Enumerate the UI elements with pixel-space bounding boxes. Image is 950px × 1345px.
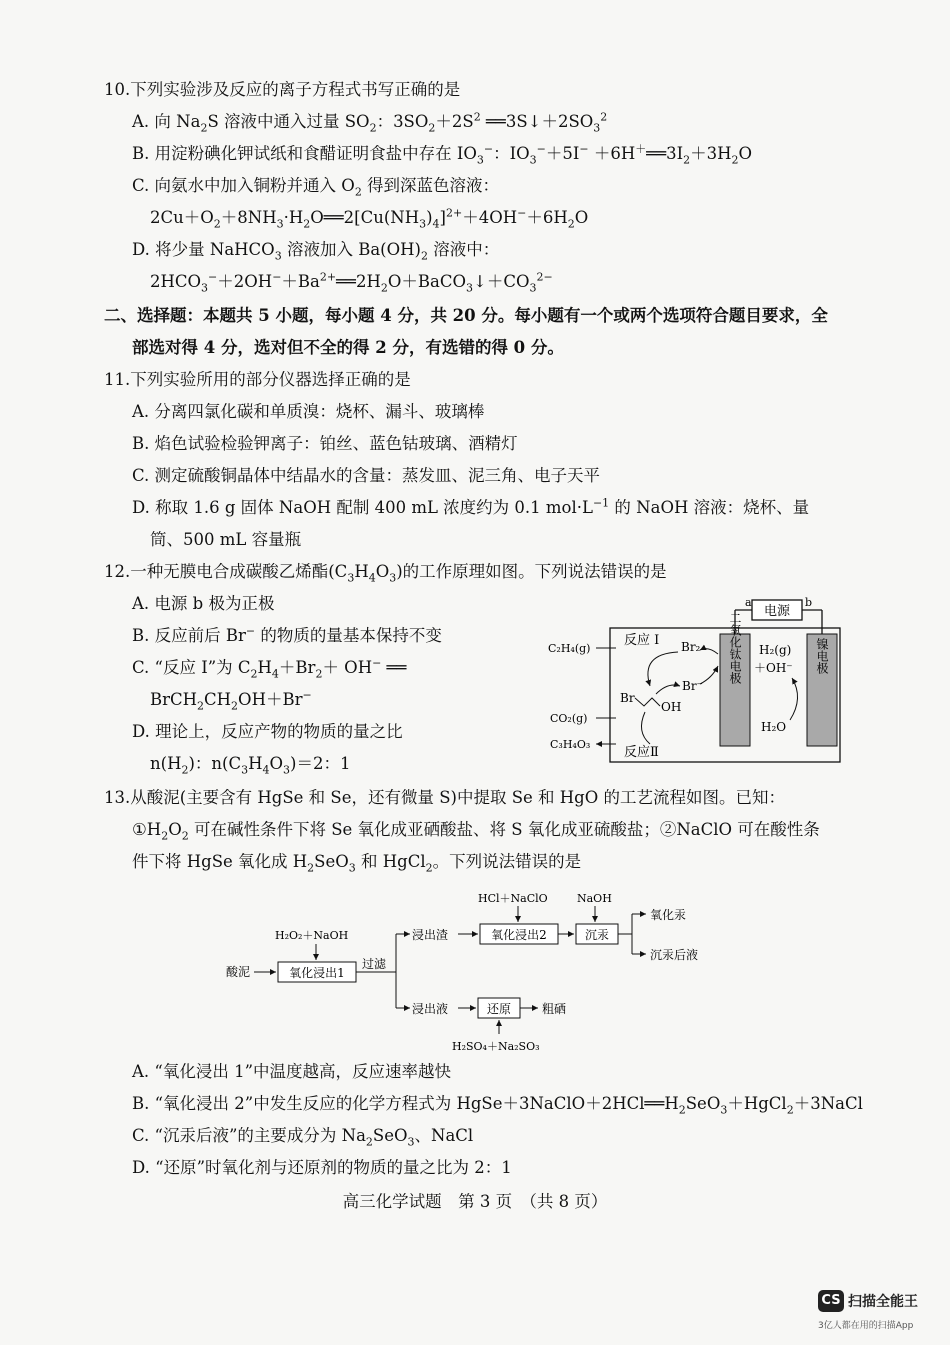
- q10-option-c: C. 向氨水中加入铜粉并通入 $O_2$ 得到深蓝色溶液：: [132, 176, 500, 199]
- leach1-label: 氧化浸出1: [289, 966, 345, 980]
- anode-label: 二氧化钛电极: [728, 612, 742, 684]
- acid-mud-label: 酸泥: [226, 965, 251, 979]
- bromine-label: Br₂: [681, 640, 701, 654]
- reduce-label: 还原: [486, 1002, 512, 1016]
- liquid-label: 浸出液: [412, 1002, 449, 1016]
- q10-option-d-equation: $2HCO_3^-+2OH^-+Ba^{2+}══2H_2O+BaCO_3↓+CO_3^{2-}$: [150, 270, 553, 295]
- q12-option-c: C. “反应 I”为 $C_2H_4+Br_2+ OH^-$ ══: [132, 656, 407, 681]
- bromide-label: Br⁻: [682, 679, 703, 693]
- q10-option-d: D. 将少量 NaHCO$_3$ 溶液加入 $Ba(OH)_2$ 溶液中：: [132, 240, 500, 263]
- bromide-release-arrow: [656, 685, 680, 694]
- ethylene-label: C₂H₄(g): [548, 642, 591, 655]
- q11-option-b: B. 焰色试验检验钾离子：铂丝、蓝色钴玻璃、酒精灯: [132, 434, 518, 453]
- q11-option-d: D. 称取 1.6 g 固体 NaOH 配制 400 mL 浓度约为 0.1 $mol\cdot L^{-1}$ 的 NaOH 溶液：烧杯、量: [132, 496, 810, 517]
- q13-stem: 13.从酸泥(主要含有 HgSe 和 Se，还有微量 S)中提取 Se 和 HgO 的工艺流程如图。已知：: [104, 788, 786, 807]
- q11-option-d-cont: 筒、500 mL 容量瓶: [150, 530, 302, 549]
- q11-option-c: C. 测定硫酸铜晶体中结晶水的含量：蒸发皿、泥三角、电子天平: [132, 466, 601, 485]
- watermark-title: 扫描全能王: [848, 1294, 918, 1310]
- after-precip-label: 沉汞后液: [650, 948, 699, 962]
- leach1-reagent-label: H₂O₂＋NaOH: [275, 929, 349, 942]
- q13-known-conditions-cont: 件下将 HgSe 氧化成 $H_2SeO_3$ 和 HgCl$_2$。下列说法错误的是: [132, 852, 582, 875]
- q10-option-a: A. 向 $Na_2S$ 溶液中通入过量 $SO_2$：$3SO_2+2S^2$ $══3S↓+2SO_3^2$: [132, 110, 608, 135]
- cs-logo-icon: CS: [818, 1290, 844, 1312]
- terminal-b-label: b: [805, 596, 813, 609]
- process-flowchart: [220, 884, 740, 1056]
- precip-label: 沉汞: [584, 928, 610, 942]
- power-source-label: 电源: [763, 604, 791, 619]
- watermark-slogan: 3亿人都在用的扫描App: [818, 1321, 914, 1331]
- residue-label: 浸出渣: [412, 928, 449, 942]
- q12-stem: 12.一种无膜电合成碳酸乙烯酯$(C_3H_4O_3)$的工作原理如图。下列说法错误的是: [104, 562, 667, 585]
- bromoethanol-oh-label: OH: [661, 700, 682, 714]
- q12-option-d-cont: $n(H_2)$：$n(C_3H_4O_3)=2$：1: [150, 754, 351, 777]
- section2-heading-cont: 部选对得 4 分，选对但不全的得 2 分，有选错的得 0 分。: [132, 338, 564, 357]
- filter-label: 过滤: [362, 957, 387, 971]
- reaction-2-label: 反应Ⅱ: [624, 745, 659, 760]
- reduce-reagent-label: H₂SO₄＋Na₂SO₃: [452, 1040, 540, 1053]
- reaction1-curve: [648, 652, 678, 686]
- precip-reagent-label: NaOH: [577, 892, 612, 905]
- q11-stem: 11.下列实验所用的部分仪器选择正确的是: [104, 370, 411, 389]
- scanner-watermark: [818, 1288, 938, 1336]
- terminal-a-label: a: [745, 596, 752, 609]
- q12-option-b: B. 反应前后 Br− 的物质的量基本保持不变: [132, 624, 442, 645]
- reaction2-curve: [641, 712, 650, 744]
- product-label: C₃H₄O₃: [550, 738, 591, 751]
- hydroxide-label: ＋OH⁻: [754, 661, 793, 675]
- q13-option-a: A. “氧化浸出 1”中温度越高，反应速率越快: [132, 1062, 452, 1081]
- page-footer: 高三化学试题 第 3 页 （共 8 页）: [342, 1192, 608, 1211]
- q10-stem: 10.下列实验涉及反应的离子方程式书写正确的是: [104, 80, 461, 99]
- q13-known-conditions: $①H_2O_2$ 可在碱性条件下将 Se 氧化成亚硒酸盐、将 S 氧化成亚硫酸盐；②NaClO 可在酸性条: [132, 820, 820, 843]
- co2-label: CO₂(g): [550, 712, 588, 725]
- hgo-label: 氧化汞: [650, 908, 687, 922]
- bromoethanol-skeleton: [635, 698, 660, 706]
- electrolysis-diagram: [540, 594, 860, 770]
- bromine-arrow: [700, 649, 718, 654]
- q10-option-c-equation: $2Cu+O_2+8NH_3\cdot H_2O══2[Cu(NH_3)_4]^{2+}+4OH^-+6H_2O$: [150, 206, 589, 231]
- leach2-label: 氧化浸出2: [491, 928, 547, 942]
- cathode-label: 镍电极: [815, 638, 829, 674]
- q13-option-c: C. “沉汞后液”的主要成分为 $Na_2SeO_3$、NaCl: [132, 1126, 474, 1149]
- q13-option-b: B. “氧化浸出 2”中发生反应的化学方程式为 $HgSe+3NaClO+2HCl══H_2SeO_3+HgCl_2+3NaCl$: [132, 1094, 863, 1117]
- hydrogen-label: H₂(g): [759, 643, 792, 657]
- q11-option-a: A. 分离四氯化碳和单质溴：烧杯、漏斗、玻璃棒: [132, 402, 485, 421]
- bromoethanol-br-label: Br: [620, 691, 635, 705]
- section2-heading: 二、选择题：本题共 5 小题，每小题 4 分，共 20 分。每小题有一个或两个选项符合题目要求，全: [104, 306, 828, 325]
- reaction-1-label: 反应 I: [624, 633, 660, 648]
- q12-option-a: A. 电源 b 极为正极: [132, 594, 275, 613]
- q13-option-d: D. “还原”时氧化剂与还原剂的物质的量之比为 2：1: [132, 1158, 512, 1177]
- q12-option-c-cont: $BrCH_2CH_2OH+Br^-$: [150, 688, 312, 713]
- q12-option-d: D. 理论上，反应产物的物质的量之比: [132, 722, 403, 741]
- leach2-reagent-label: HCl＋NaClO: [478, 892, 548, 905]
- water-to-cathode-arrow: [790, 678, 798, 720]
- crude-se-label: 粗硒: [542, 1002, 567, 1016]
- q10-option-b: B. 用淀粉碘化钾试纸和食醋证明食盐中存在 $IO_3^-$：$IO_3^-+5I^-$ $+6H^+══3I_2+3H_2O$: [132, 142, 753, 167]
- water-label: H₂O: [761, 720, 787, 734]
